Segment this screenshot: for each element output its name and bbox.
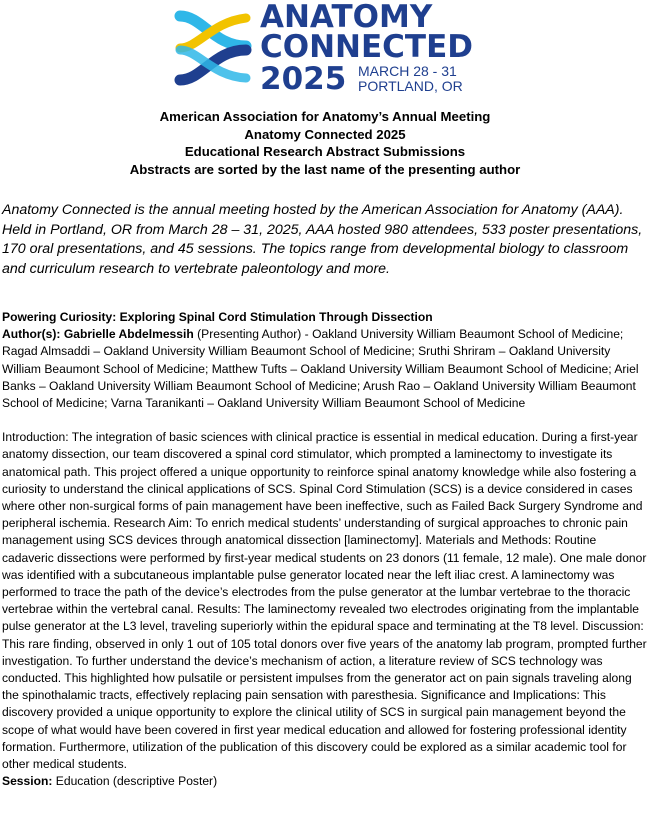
header-line-1: American Association for Anatomy’s Annual Meeting (159, 109, 491, 124)
abstract-session (2, 773, 650, 790)
logo-dates: MARCH 28 - 31 (358, 63, 457, 79)
presenting-author: Gabrielle Abdelmessih (63, 327, 194, 342)
header-line-2: Anatomy Connected 2025 (244, 126, 406, 142)
logo-wordmark (260, 0, 473, 65)
abstract-entry (2, 309, 650, 790)
abstract-body: Introduction: The integration of basic sciences with clinical practice is essential in medical education. During a first-year anatomy dissection, our team discovered a spinal cord stimulator, which prompted a laminectomy to investigate its anatomical path. This project offered a unique opportunity to reinforce spinal anatomy knowledge while also fostering a curiosity to understand the clinical applications of SCS. Spinal Cord Stimulation (SCS) is a device considered in cases where other non-surgical forms of pain management have been ineffective, such as Failed Back Surgery Syndrome and peripheral ischemia. Research Aim: To enrich medical students’ understanding of surgical approaches to chronic pain management using SCS devices through anatomical dissection [laminectomy]. Materials and Methods: Routine cadaveric dissections were performed by first-year medical students on 23 donors (11 female, 12 male). One male donor was identified with a subcutaneous implantable pulse generator located near the left iliac crest. A laminectomy was performed to trace the path of the device’s electrodes from the pulse generator at the lumbar vertebrae to the thoracic vertebrae within the vertebral canal. Results: The laminectomy revealed two electrodes originating from the implantable pulse generator at the L3 level, traveling superiorly within the epidural space and terminating at the T8 level. Discussion: This rare finding, observed in only 1 out of 105 total donors over five years of the anatomy lab program, prompted further investigation. To further understand the device’s mechanism of action, a literature review of SCS technology was conducted. This highlighted how pulsatile or persistent impulses from the generator act on pain signals traveling along the spinothalamic tracts, effectively replacing pain sensation with paresthesia. Significance and Implications: This discovery provided a unique opportunity to explore the clinical utility of SCS in surgical pain management beyond the scope of what would have been covered in first year medical education and allowed for fostering professional identity formation. Furthermore, utilization of the publication of this discovery could be explored as a similar academic tool for other medical students. (2, 430, 647, 772)
session-value: Education (descriptive Poster) (52, 774, 218, 789)
anatomy-connected-logo (172, 0, 482, 97)
logo-mark-icon (172, 6, 256, 90)
header-line-3: Educational Research Abstract Submissions (184, 144, 466, 159)
abstract-title: Powering Curiosity: Exploring Spinal Cord Stimulation Through Dissection (2, 310, 433, 324)
logo-city: PORTLAND, OR (358, 78, 463, 94)
logo-year: 2025 (260, 61, 347, 97)
abstract-authors (2, 326, 650, 412)
session-label: Session: (2, 774, 53, 789)
intro-paragraph: Anatomy Connected is the annual meeting hosted by the American Association for Anatomy (AAA). Held in Portland, OR from March 28 – 31, 2025, AAA hosted 980 attendees, 533 poster presentations, 170 oral presentations, and 45 sessions. The topics range from developmental biology to classroom and curriculum research to vertebrate paleontology and more. (2, 202, 643, 277)
logo-line-1: ANATOMY (260, 0, 433, 35)
authors-label: Author(s): (2, 327, 61, 342)
authors-list: (Presenting Author) - Oakland University William Beaumont School of Medicine; Ragad Almsaddi – Oakland University William Beaumont School of Medicine; Sruthi Shriram – Oakland University William Beaumont School of Medicine; Matthew Tufts – Oakland University William Beaumont School of Medicine; Ariel Banks – Oakland University William Beaumont School of Medicine; Arush Rao – Oakland University William Beaumont School of Medicine; Varna Taranikanti – Oakland University William Beaumont School of Medicine (2, 327, 639, 411)
logo-line-2: CONNECTED (260, 29, 473, 65)
document-header (0, 108, 650, 178)
header-line-4: Abstracts are sorted by the last name of the presenting author (129, 161, 521, 177)
